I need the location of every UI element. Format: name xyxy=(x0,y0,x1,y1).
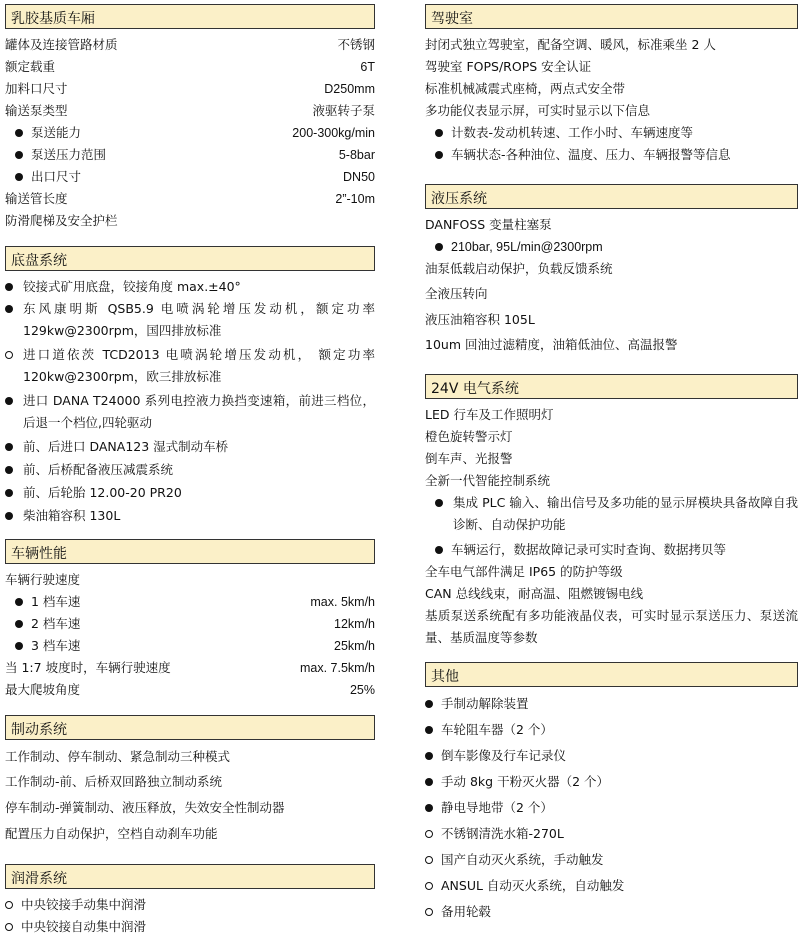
text-line: 橙色旋转警示灯 xyxy=(425,429,513,444)
text-line: 倒车声、光报警 xyxy=(425,451,513,466)
text-line: 全车电气部件满足 IP65 的防护等级 xyxy=(425,564,623,579)
bullet-icon xyxy=(425,804,433,812)
bullet-icon xyxy=(5,466,13,474)
spec-row xyxy=(5,591,375,613)
section-header: 24V 电气系统 xyxy=(425,374,798,399)
list-item xyxy=(425,539,798,561)
spec-label: 车辆行驶速度 xyxy=(5,572,81,587)
bullet-icon xyxy=(425,778,433,786)
hollow-bullet-icon xyxy=(425,882,433,890)
spec-row xyxy=(5,56,375,78)
text-line: LED 行车及工作照明灯 xyxy=(425,407,554,422)
hollow-bullet-icon xyxy=(425,908,433,916)
text-line: 油泵低载启动保护，负载反馈系统 xyxy=(425,261,613,276)
section-latex-matrix-body xyxy=(5,4,375,29)
section-header: 底盘系统 xyxy=(5,246,375,271)
section-hydraulic xyxy=(425,184,798,209)
text-line: 全新一代智能控制系统 xyxy=(425,473,551,488)
list-item xyxy=(425,771,798,793)
spec-label: 防滑爬梯及安全护栏 xyxy=(5,213,118,228)
spec-label: 最大爬坡角度 xyxy=(5,682,81,697)
spec-row xyxy=(5,657,375,679)
item-text: 备用轮毂 xyxy=(441,904,492,919)
item-text: 手制动解除装置 xyxy=(441,696,529,711)
item-text: 车辆运行，数据故障记录可实时查询、数据拷贝等 xyxy=(451,542,727,557)
bullet-icon xyxy=(15,173,23,181)
bullet-icon xyxy=(435,151,443,159)
list-item xyxy=(5,390,375,434)
list-item xyxy=(425,122,798,144)
section-header: 驾驶室 xyxy=(425,4,798,29)
list-item xyxy=(425,144,798,166)
spec-value: max. 5km/h xyxy=(310,595,375,609)
item-text: 进口 DANA T24000 系列电控液力换挡变速箱，前进三档位，后退一个档位,四轮驱动 xyxy=(23,393,375,430)
bullet-icon xyxy=(15,598,23,606)
section-header: 润滑系统 xyxy=(5,864,375,889)
spec-label: 泵送压力范围 xyxy=(31,147,107,162)
item-text: ANSUL 自动灭火系统，自动触发 xyxy=(441,878,625,893)
spec-label: 1 档车速 xyxy=(31,594,81,609)
list-item xyxy=(425,797,798,819)
section-cab xyxy=(425,4,798,29)
item-text: 手动 8kg 干粉灭火器（2 个） xyxy=(441,774,609,789)
bullet-icon xyxy=(435,243,443,251)
spec-value: 5-8bar xyxy=(338,148,375,162)
spec-label: 加料口尺寸 xyxy=(5,81,68,96)
spec-value: 不锈钢 xyxy=(337,38,375,52)
spec-value: 2”-10m xyxy=(335,192,375,206)
spec-label: 2 档车速 xyxy=(31,616,81,631)
bullet-icon xyxy=(5,443,13,451)
text-line: 全液压转向 xyxy=(425,286,488,301)
list-item xyxy=(5,505,375,527)
spec-row xyxy=(5,569,375,591)
spec-label: 出口尺寸 xyxy=(31,169,82,184)
section-header: 制动系统 xyxy=(5,715,375,740)
section-header: 液压系统 xyxy=(425,184,798,209)
bullet-icon xyxy=(15,129,23,137)
bullet-icon xyxy=(5,512,13,520)
hollow-bullet-icon xyxy=(425,856,433,864)
spec-label: 3 档车速 xyxy=(31,638,81,653)
item-text: 车轮阻车器（2 个） xyxy=(441,722,553,737)
spec-value: 液驱转子泵 xyxy=(312,104,375,118)
section-electrical xyxy=(425,374,798,399)
section-header: 车辆性能 xyxy=(5,539,375,564)
list-item xyxy=(425,849,798,871)
spec-value: DN50 xyxy=(343,170,375,184)
list-item xyxy=(425,875,798,897)
item-text: 铰接式矿用底盘，铰接角度 max.±40° xyxy=(23,279,241,294)
text-line: 多功能仪表显示屏，可实时显示以下信息 xyxy=(425,103,651,118)
list-item xyxy=(5,916,375,938)
spec-row xyxy=(5,144,375,166)
section-header: 乳胶基质车厢 xyxy=(5,4,375,29)
item-text: 静电导地带（2 个） xyxy=(441,800,553,815)
text-line: 配置压力自动保护，空档自动刹车功能 xyxy=(5,826,218,841)
list-item xyxy=(425,236,798,258)
text-line: DANFOSS 变量柱塞泵 xyxy=(425,217,552,232)
item-text: 车辆状态-各种油位、温度、压力、车辆报警等信息 xyxy=(451,147,731,162)
spec-label: 当 1:7 坡度时，车辆行驶速度 xyxy=(5,660,171,675)
spec-row xyxy=(5,122,375,144)
bullet-icon xyxy=(15,642,23,650)
hollow-bullet-icon xyxy=(5,351,13,359)
spec-label: 罐体及连接管路材质 xyxy=(5,37,118,52)
item-text: 进口道依茨 TCD2013 电喷涡轮增压发动机， 额定功率 120kw@2300rpm，欧三排放标准 xyxy=(23,347,375,384)
item-text: 中央铰接手动集中润滑 xyxy=(21,897,147,912)
item-text: 基质泵送系统配有多功能液晶仪表，可实时显示泵送压力、泵送流量、基质温度等参数 xyxy=(425,608,798,645)
spec-row xyxy=(5,210,375,232)
list-item xyxy=(425,823,798,845)
spec-row xyxy=(5,78,375,100)
spec-value: D250mm xyxy=(324,82,375,96)
spec-row xyxy=(5,613,375,635)
list-item xyxy=(435,492,798,536)
section-other xyxy=(425,662,798,687)
spec-row xyxy=(5,166,375,188)
list-item xyxy=(5,344,375,388)
bullet-icon xyxy=(5,305,13,313)
text-line: 工作制动-前、后桥双回路独立制动系统 xyxy=(5,774,223,789)
spec-row xyxy=(5,679,375,701)
list-item xyxy=(425,719,798,741)
bullet-icon xyxy=(15,620,23,628)
item-text: 210bar, 95L/min@2300rpm xyxy=(451,240,603,254)
item-text: 东风康明斯 QSB5.9 电喷涡轮增压发动机，额定功率 129kw@2300rpm，国四排放标准 xyxy=(23,301,375,338)
list-item xyxy=(5,482,375,504)
spec-row xyxy=(5,100,375,122)
bullet-icon xyxy=(5,397,13,405)
text-line: 停车制动-弹簧制动、液压释放，失效安全性制动器 xyxy=(5,800,285,815)
list-item xyxy=(5,894,375,916)
spec-row xyxy=(5,188,375,210)
bullet-icon xyxy=(5,283,13,291)
bullet-icon xyxy=(435,546,443,554)
section-lubrication xyxy=(5,864,375,889)
section-header: 其他 xyxy=(425,662,798,687)
text-line: 标准机械减震式座椅，两点式安全带 xyxy=(425,81,626,96)
item-text: 前、后进口 DANA123 湿式制动车桥 xyxy=(23,439,229,454)
text-line: 10um 回油过滤精度，油箱低油位、高温报警 xyxy=(425,337,678,352)
spec-row xyxy=(5,34,375,56)
list-item xyxy=(5,459,375,481)
spec-label: 额定载重 xyxy=(5,59,56,74)
spec-value: 25km/h xyxy=(334,639,375,653)
spec-row xyxy=(5,635,375,657)
item-text: 柴油箱容积 130L xyxy=(23,508,121,523)
section-braking xyxy=(5,715,375,740)
section-chassis xyxy=(5,246,375,271)
hollow-bullet-icon xyxy=(425,830,433,838)
bullet-icon xyxy=(435,129,443,137)
item-text: 不锈钢清洗水箱-270L xyxy=(441,826,564,841)
item-text: 中央铰接自动集中润滑 xyxy=(21,919,147,934)
bullet-icon xyxy=(425,726,433,734)
item-text: 倒车影像及行车记录仪 xyxy=(441,748,567,763)
list-item xyxy=(425,745,798,767)
item-text: 前、后轮胎 12.00-20 PR20 xyxy=(23,485,182,500)
bullet-icon xyxy=(425,752,433,760)
item-text: 集成 PLC 输入、输出信号及多功能的显示屏模块具备故障自我诊断、自动保护功能 xyxy=(453,495,798,532)
text-line: 液压油箱容积 105L xyxy=(425,312,535,327)
section-vehicle-performance xyxy=(5,539,375,564)
item-text: 前、后桥配备液压减震系统 xyxy=(23,462,174,477)
spec-label: 泵送能力 xyxy=(31,125,82,140)
list-item xyxy=(5,436,375,458)
item-text: 计数表-发动机转速、工作小时、车辆速度等 xyxy=(451,125,694,140)
bullet-icon xyxy=(15,151,23,159)
bullet-icon xyxy=(435,499,443,507)
spec-label: 输送泵类型 xyxy=(5,103,68,118)
list-item xyxy=(425,693,798,715)
hollow-bullet-icon xyxy=(5,923,13,931)
text-block xyxy=(425,605,798,649)
bullet-icon xyxy=(5,489,13,497)
spec-value: 25% xyxy=(349,683,375,697)
hollow-bullet-icon xyxy=(5,901,13,909)
list-item xyxy=(5,298,375,342)
spec-value: 6T xyxy=(360,60,375,74)
bullet-icon xyxy=(425,700,433,708)
list-item xyxy=(425,901,798,923)
spec-value: 200-300kg/min xyxy=(292,126,375,140)
spec-label: 输送管长度 xyxy=(5,191,68,206)
text-line: 驾驶室 FOPS/ROPS 安全认证 xyxy=(425,59,592,74)
text-line: CAN 总线线束，耐高温、阻燃镀锡电线 xyxy=(425,586,644,601)
text-line: 工作制动、停车制动、紧急制动三种模式 xyxy=(5,749,231,764)
text-line: 封闭式独立驾驶室，配备空调、暖风，标准乘坐 2 人 xyxy=(425,37,716,52)
spec-value: max. 7.5km/h xyxy=(299,661,375,675)
item-text: 国产自动灭火系统，手动触发 xyxy=(441,852,604,867)
spec-value: 12km/h xyxy=(334,617,375,631)
list-item xyxy=(5,276,375,298)
